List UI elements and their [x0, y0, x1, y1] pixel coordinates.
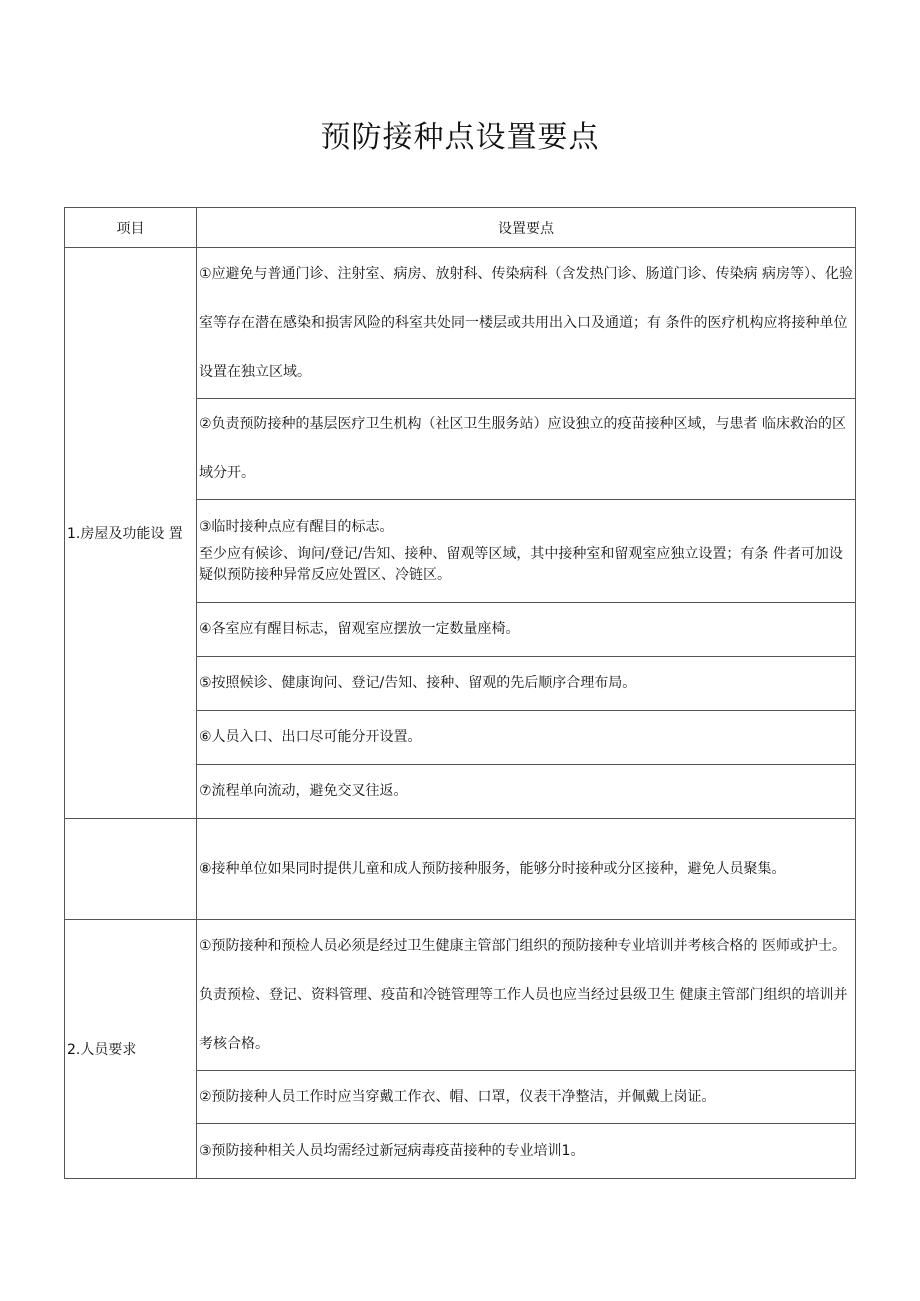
- table-header-row: [65, 208, 856, 248]
- point-cell: ①预防接种和预检人员必须是经过卫生健康主管部门组织的预防接种专业培训并考核合格的 医师或护士。负责预检、登记、资料管理、疫苗和冷链管理等工作人员也应当经过县级卫生 健康主管部门组织的培训并考核合格。: [197, 920, 856, 1071]
- header-points: 设置要点: [197, 208, 856, 248]
- table-row: [65, 819, 856, 920]
- point-cell: ⑧接种单位如果同时提供儿童和成人预防接种服务，能够分时接种或分区接种，避免人员聚集。: [197, 819, 856, 920]
- header-item: 项目: [65, 208, 197, 248]
- point-text: 至少应有候诊、询问/登记/告知、接种、留观等区域，其中接种室和留观室应独立设置；有条 件者可加设疑似预防接种异常反应处置区、冷链区。: [199, 545, 843, 583]
- point-cell: ⑤按照候诊、健康询问、登记/告知、接种、留观的先后顺序合理布局。: [197, 657, 856, 711]
- point-cell: [197, 500, 856, 603]
- page-title: 预防接种点设置要点: [320, 120, 600, 155]
- point-cell: ⑥人员入口、出口尽可能分开设置。: [197, 711, 856, 765]
- point-cell: ①应避免与普通门诊、注射室、病房、放射科、传染病科（含发热门诊、肠道门诊、传染病 病房等）、化验室等存在潜在感染和损害风险的科室共处同一楼层或共用出入口及通道；有 条件的医疗机构应将接种单位设置在独立区域。: [197, 248, 856, 399]
- point-cell: ⑦流程单向流动，避免交叉往返。: [197, 765, 856, 819]
- table-row: [65, 248, 856, 399]
- point-cell: ④各室应有醒目标志，留观室应摆放一定数量座椅。: [197, 603, 856, 657]
- point-cell: ②负责预防接种的基层医疗卫生机构（社区卫生服务站）应设独立的疫苗接种区域，与患者 临床救治的区域分开。: [197, 399, 856, 500]
- category-cell: 2.人员要求: [65, 920, 197, 1179]
- point-cell: ②预防接种人员工作时应当穿戴工作衣、帽、口罩，仪表干净整洁，并佩戴上岗证。: [197, 1071, 856, 1124]
- table-row: [65, 920, 856, 1071]
- requirements-table: [64, 207, 856, 1179]
- empty-category-cell: [65, 819, 197, 920]
- point-text: ③临时接种点应有醒目的标志。: [199, 518, 394, 535]
- category-cell: 1.房屋及功能设 置: [65, 248, 197, 819]
- point-cell: ③预防接种相关人员均需经过新冠病毒疫苗接种的专业培训1。: [197, 1124, 856, 1179]
